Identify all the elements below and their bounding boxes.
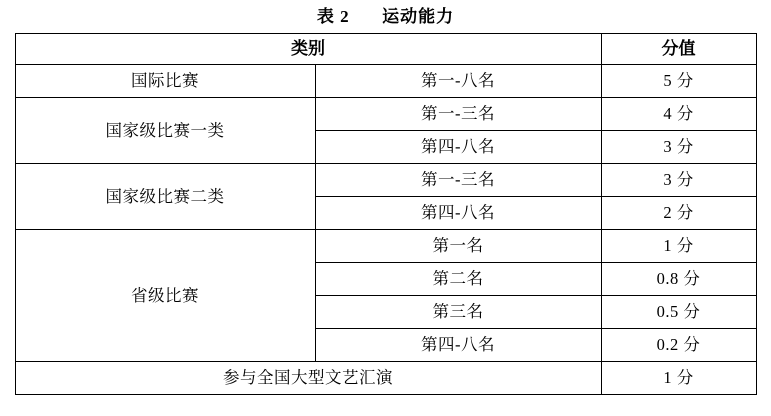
- table-row: [15, 164, 756, 197]
- cell-score: 5 分: [601, 65, 756, 98]
- table-row: [15, 65, 756, 98]
- cell-rank: 第一-三名: [315, 98, 601, 131]
- cell-rank: 第一名: [315, 230, 601, 263]
- table-row: [15, 98, 756, 131]
- table-row: [15, 362, 756, 395]
- cell-rank: 第一-八名: [315, 65, 601, 98]
- cell-score: 1 分: [601, 230, 756, 263]
- table-caption-title: 运动能力: [382, 7, 455, 26]
- cell-score: 3 分: [601, 131, 756, 164]
- cell-rank: 第三名: [315, 296, 601, 329]
- cell-category: 国际比赛: [15, 65, 315, 98]
- table-caption-label: 表 2: [316, 7, 350, 26]
- table-caption: [0, 0, 771, 33]
- cell-category: 国家级比赛二类: [15, 164, 315, 230]
- cell-category: 参与全国大型文艺汇演: [15, 362, 601, 395]
- cell-score: 3 分: [601, 164, 756, 197]
- table-header-row: [15, 34, 756, 65]
- cell-rank: 第四-八名: [315, 197, 601, 230]
- cell-score: 0.8 分: [601, 263, 756, 296]
- cell-score: 0.5 分: [601, 296, 756, 329]
- cell-rank: 第四-八名: [315, 131, 601, 164]
- cell-rank: 第二名: [315, 263, 601, 296]
- score-table: [15, 33, 757, 395]
- cell-score: 2 分: [601, 197, 756, 230]
- cell-score: 1 分: [601, 362, 756, 395]
- cell-category: 国家级比赛一类: [15, 98, 315, 164]
- cell-rank: 第四-八名: [315, 329, 601, 362]
- column-header-category: 类别: [15, 34, 601, 65]
- column-header-score: 分值: [601, 34, 756, 65]
- cell-rank: 第一-三名: [315, 164, 601, 197]
- cell-category: 省级比赛: [15, 230, 315, 362]
- cell-score: 0.2 分: [601, 329, 756, 362]
- cell-score: 4 分: [601, 98, 756, 131]
- table-body: [15, 65, 756, 395]
- table-head: [15, 34, 756, 65]
- table-row: [15, 230, 756, 263]
